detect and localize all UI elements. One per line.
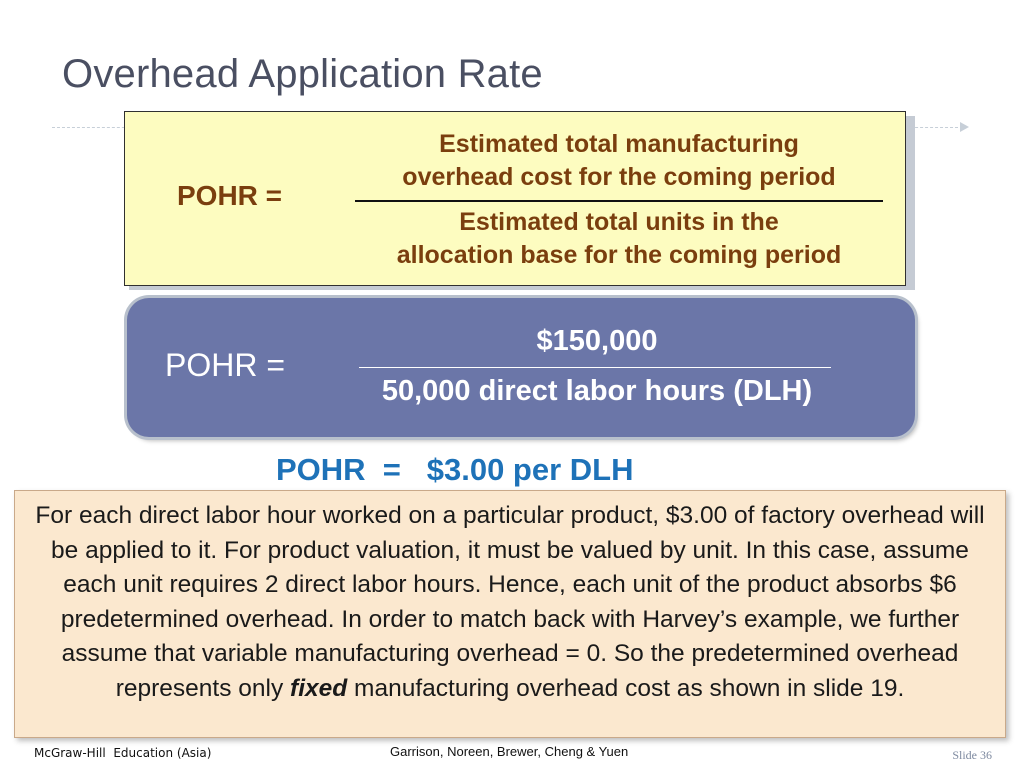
formula-lhs: POHR = xyxy=(177,180,283,211)
explanation-box xyxy=(14,490,1006,738)
formula-denominator-line2: allocation base for the coming period xyxy=(396,241,842,269)
formula-numerator-line2: overhead cost for the coming period xyxy=(402,163,836,191)
explanation-text-end: manufacturing overhead cost as shown in slide 19. xyxy=(347,674,905,702)
divider-arrow-icon xyxy=(960,122,969,132)
explanation-text: For each direct labor hour worked on a particular product, $3.00 of factory overhead will be applied to it. For product valuation, it must be valued by unit. In this case, assume each unit requires 2 direct labor hours. Hence, each unit of the product absorbs $6 predetermined overhead. In order to match back with Harvey’s example, we further assume that variable manufacturing overhead = 0. So the predetermined overhead represents only xyxy=(35,502,985,702)
slide-title: Overhead Application Rate xyxy=(62,52,543,96)
explanation-emphasis: fixed xyxy=(290,674,348,702)
example-denominator: 50,000 direct labor hours (DLH) xyxy=(381,375,813,407)
footer-authors: Garrison, Noreen, Brewer, Cheng & Yuen xyxy=(390,744,629,759)
slide-number: Slide 36 xyxy=(952,748,992,762)
formula-denominator-line1: Estimated total units in the xyxy=(459,208,779,236)
example-lhs: POHR = xyxy=(165,347,286,383)
result-text: POHR = $3.00 per DLH xyxy=(276,452,634,487)
formula-fraction xyxy=(345,128,893,272)
formula-fraction-bar xyxy=(355,200,883,202)
example-fraction-bar xyxy=(359,367,831,368)
example-box xyxy=(127,298,915,437)
footer-publisher: McGraw-Hill Education (Asia) xyxy=(34,746,212,760)
formula-box xyxy=(124,111,906,286)
formula-numerator-line1: Estimated total manufacturing xyxy=(439,130,799,158)
example-numerator: $150,000 xyxy=(536,325,658,357)
